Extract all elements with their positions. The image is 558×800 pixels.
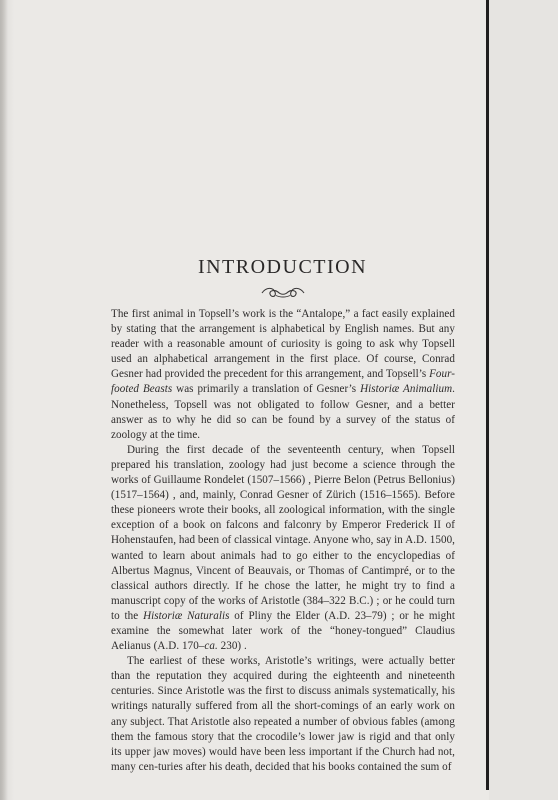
text-run: of Pliny the Elder (A.D. 23–79) ; or he might examine the somewhat later work of the “honey-tongued” Claudius Aelianus (A.D. 170– — [111, 609, 455, 653]
text-run: 230) . — [217, 640, 247, 653]
page-edge — [489, 0, 558, 800]
text-run: . Nonetheless, Topsell was not obligated to follow Gesner, and a better answer as to why he did so can be found by a survey of the status of zoology at the time. — [111, 383, 455, 441]
italic-run: Four-footed Beasts — [111, 368, 455, 396]
paragraph — [111, 443, 455, 654]
text-run: During the first decade of the seventeenth century, when Topsell prepared his translation, zoology had just become a science through the works of Guillaume Rondelet (1507–1566) , Pierre Belon (Petrus Bellonius) (1517–1564) , and, mainly, Conrad Gesner of Zürich (1516–1565). Before these pioneers wrote their books, all zoological information, with the single exception of a book on falcons and falconry by Emperor Frederick II of Hohenstaufen, had been of classical vintage. Anyone who, say in A.D. 1500, wanted to learn about animals had to go either to the encyclopedias of Albertus Magnus, Vincent of Beauvais, or Thomas of Cantimpré, or to the classical authors directly. If he chose the latter, he might try to find a manuscript copy of the works of Aristotle (384–322 B.C.) ; or he could turn to the — [111, 443, 455, 622]
text-run: was primarily a translation of Gesner’s — [172, 383, 361, 396]
italic-run: Historiæ Naturalis — [143, 609, 230, 622]
text-run: The earliest of these works, Aristotle’s writings, were actually better than the reputation they acquired during the eighteenth and nineteenth centuries. Since Aristotle was the first to discuss animals systematically, his writings naturally suffered from all the short-comings of an early work on any subject. That Aristotle also repeated a number of obvious fables (among them the famous story that the crocodile’s lower jaw is rigid and that only its upper jaw moves) would have been less important if the Church had not, many cen-turies after his death, decided that his books contained the sum of — [111, 655, 455, 773]
italic-run: Historiæ Animalium — [360, 383, 453, 396]
paragraph — [111, 654, 455, 775]
flourish-ornament-icon — [258, 284, 308, 300]
text-run: The first animal in Topsell’s work is the “Antalope,” a fact easily explained by stating that the arrangement is alphabetical by English names. But any reader with a reasonable amount of curiosity is going to ask why Topsell used an alphabetical arrangement in the first place. Of course, Conrad Gesner had provided the precedent for this arrangement, and Topsell’s — [111, 308, 455, 381]
chapter-title: INTRODUCTION — [197, 256, 368, 278]
paragraph — [111, 307, 455, 443]
vertical-rule — [486, 0, 489, 790]
italic-run: ca. — [204, 640, 218, 653]
gutter-shadow — [0, 0, 8, 800]
body-text — [111, 307, 455, 775]
